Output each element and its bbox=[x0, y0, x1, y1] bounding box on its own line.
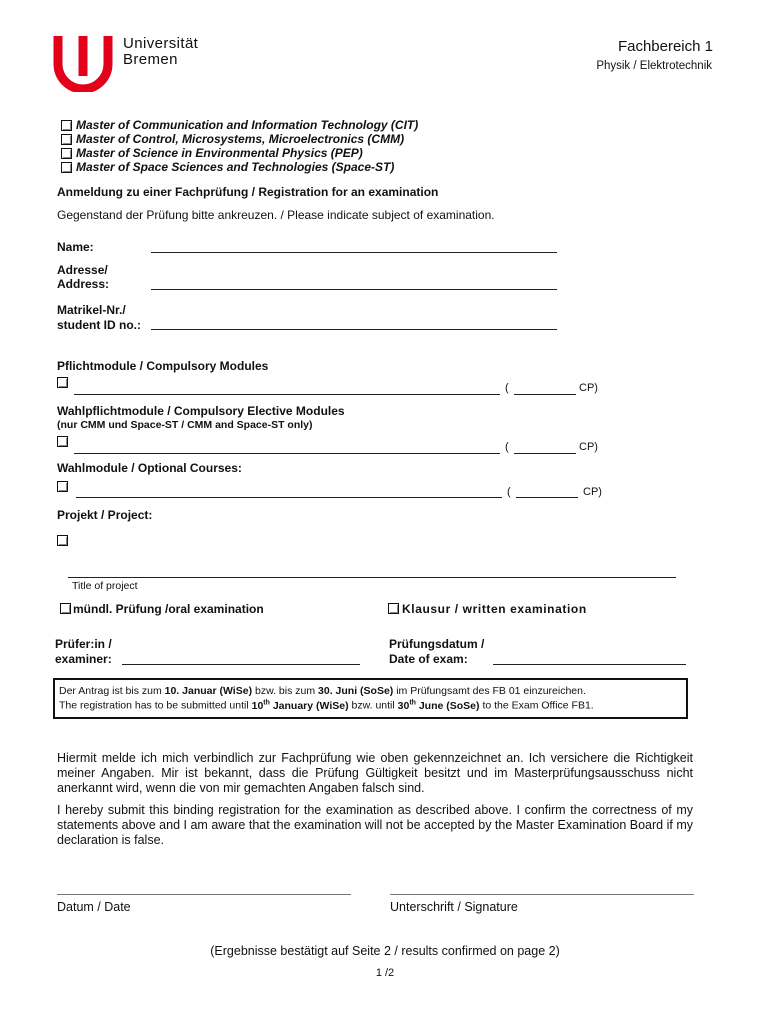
elective-cp-field[interactable] bbox=[514, 453, 576, 454]
program-checkbox-pep[interactable] bbox=[61, 148, 72, 159]
examiner-label-en: examiner: bbox=[55, 652, 112, 666]
department-title: Physik / Elektrotechnik bbox=[596, 60, 712, 72]
compulsory-module-field[interactable] bbox=[74, 394, 500, 395]
deadline-notice-en-pre: The registration has to be submitted until bbox=[59, 699, 252, 712]
project-checkbox[interactable] bbox=[57, 535, 68, 546]
deadline-notice-box bbox=[53, 678, 688, 719]
exam-date-field-line[interactable] bbox=[493, 664, 686, 665]
program-label-space-st: Master of Space Sciences and Technologies (Space-ST) bbox=[76, 160, 395, 174]
elective-module-checkbox[interactable] bbox=[57, 436, 68, 447]
elective-cp-open: ( bbox=[505, 441, 509, 453]
program-label-pep: Master of Science in Environmental Physics (PEP) bbox=[76, 146, 363, 160]
exam-date-label-en: Date of exam: bbox=[389, 652, 468, 666]
written-exam-checkbox[interactable] bbox=[388, 603, 399, 614]
compulsory-cp-field[interactable] bbox=[514, 394, 576, 395]
deadline-notice-en-d1-rest: January (WiSe) bbox=[269, 699, 349, 712]
compulsory-module-checkbox[interactable] bbox=[57, 377, 68, 388]
deadline-notice-de-date2: 30. Juni (SoSe) bbox=[318, 685, 394, 697]
student-id-field-line[interactable] bbox=[151, 329, 557, 330]
deadline-notice-en-date2 bbox=[398, 700, 480, 712]
deadline-notice-en-d2-num: 30 bbox=[397, 699, 410, 712]
compulsory-cp-close: CP) bbox=[579, 382, 598, 394]
name-label: Name: bbox=[57, 240, 94, 254]
deadline-notice-en-d1-sup: th bbox=[263, 699, 270, 706]
program-label-cmm: Master of Control, Microsystems, Microelectronics (CMM) bbox=[76, 132, 405, 146]
program-checkbox-cit[interactable] bbox=[61, 120, 72, 131]
program-label-cit: Master of Communication and Information Technology (CIT) bbox=[76, 118, 419, 132]
deadline-notice-de-pre: Der Antrag ist bis zum bbox=[59, 685, 165, 697]
form-instruction: Gegenstand der Prüfung bitte ankreuzen. / Please indicate subject of examination. bbox=[57, 208, 495, 222]
optional-course-field[interactable] bbox=[76, 497, 502, 498]
compulsory-cp-open: ( bbox=[505, 382, 509, 394]
program-checkbox-cmm[interactable] bbox=[61, 134, 72, 145]
matrikel-label-de: Matrikel-Nr./ bbox=[57, 303, 126, 317]
declaration-german: Hiermit melde ich mich verbindlich zur Fachprüfung wie oben gekennzeichnet an. Ich versichere die Richtigkeit meiner Angaben. Mir ist bekannt, dass die Prüfung Gültigkeit besitzt und im Masterprüfungsausschuss nicht anerkannt wird, wenn die von mir gemachten Angaben falsch sind. bbox=[57, 751, 693, 795]
deadline-notice-en-date1 bbox=[252, 700, 349, 712]
examiner-field-line[interactable] bbox=[122, 664, 360, 665]
project-title-field[interactable] bbox=[68, 577, 676, 578]
name-field-line[interactable] bbox=[151, 252, 557, 253]
deadline-notice-german bbox=[59, 685, 586, 697]
date-signature-line[interactable] bbox=[57, 894, 351, 895]
page-number: 1 /2 bbox=[375, 967, 395, 979]
university-name-line2: Bremen bbox=[123, 51, 178, 68]
elective-module-field[interactable] bbox=[74, 453, 500, 454]
form-heading: Anmeldung zu einer Fachprüfung / Registration for an examination bbox=[57, 185, 439, 199]
optional-cp-field[interactable] bbox=[516, 497, 578, 498]
signature-label: Unterschrift / Signature bbox=[390, 900, 518, 914]
university-name-line1: Universität bbox=[123, 35, 199, 52]
signature-line[interactable] bbox=[390, 894, 694, 895]
address-label-en: Address: bbox=[57, 277, 110, 291]
declaration-english: I hereby submit this binding registration for the examination as described above. I confirm the correctness of my statements above and I am aware that the examination will not be accepted by the Master Examination Board if my declaration is false. bbox=[57, 803, 693, 847]
exam-date-label-de: Prüfungsdatum / bbox=[389, 637, 485, 651]
elective-modules-note: (nur CMM und Space-ST / CMM and Space-ST only) bbox=[57, 419, 313, 431]
program-checkbox-space-st[interactable] bbox=[61, 162, 72, 173]
project-heading: Projekt / Project: bbox=[57, 508, 153, 522]
address-field-line[interactable] bbox=[151, 289, 557, 290]
deadline-notice-english bbox=[59, 699, 594, 712]
deadline-notice-de-mid: bzw. bis zum bbox=[252, 685, 319, 697]
optional-courses-heading: Wahlmodule / Optional Courses: bbox=[57, 461, 242, 475]
elective-cp-close: CP) bbox=[579, 441, 598, 453]
oral-exam-label: mündl. Prüfung /oral examination bbox=[73, 602, 264, 616]
optional-cp-open: ( bbox=[507, 486, 511, 498]
deadline-notice-en-mid: bzw. until bbox=[348, 699, 398, 712]
written-exam-label: Klausur / written examination bbox=[402, 602, 587, 616]
title-of-project-label: Title of project bbox=[72, 580, 138, 592]
deadline-notice-en-d2-rest: June (SoSe) bbox=[415, 699, 480, 712]
deadline-notice-en-d1-num: 10 bbox=[251, 699, 264, 712]
examiner-label-de: Prüfer:in / bbox=[55, 637, 112, 651]
results-note: (Ergebnisse bestätigt auf Seite 2 / results confirmed on page 2) bbox=[210, 944, 560, 958]
optional-cp-close: CP) bbox=[583, 486, 602, 498]
deadline-notice-en-d2-sup: th bbox=[409, 699, 416, 706]
matrikel-label-en: student ID no.: bbox=[57, 318, 141, 332]
faculty-title: Fachbereich 1 bbox=[617, 38, 713, 55]
optional-course-checkbox[interactable] bbox=[57, 481, 68, 492]
address-label-de: Adresse/ bbox=[57, 263, 108, 277]
date-label: Datum / Date bbox=[57, 900, 131, 914]
oral-exam-checkbox[interactable] bbox=[60, 603, 71, 614]
university-logo-mark bbox=[52, 34, 114, 92]
university-logo bbox=[52, 34, 114, 92]
compulsory-modules-heading: Pflichtmodule / Compulsory Modules bbox=[57, 359, 269, 373]
deadline-notice-en-post: to the Exam Office FB1. bbox=[479, 699, 594, 712]
deadline-notice-de-post: im Prüfungsamt des FB 01 einzureichen. bbox=[393, 685, 586, 697]
elective-modules-heading: Wahlpflichtmodule / Compulsory Elective Modules bbox=[57, 404, 345, 418]
deadline-notice-de-date1: 10. Januar (WiSe) bbox=[164, 685, 253, 697]
